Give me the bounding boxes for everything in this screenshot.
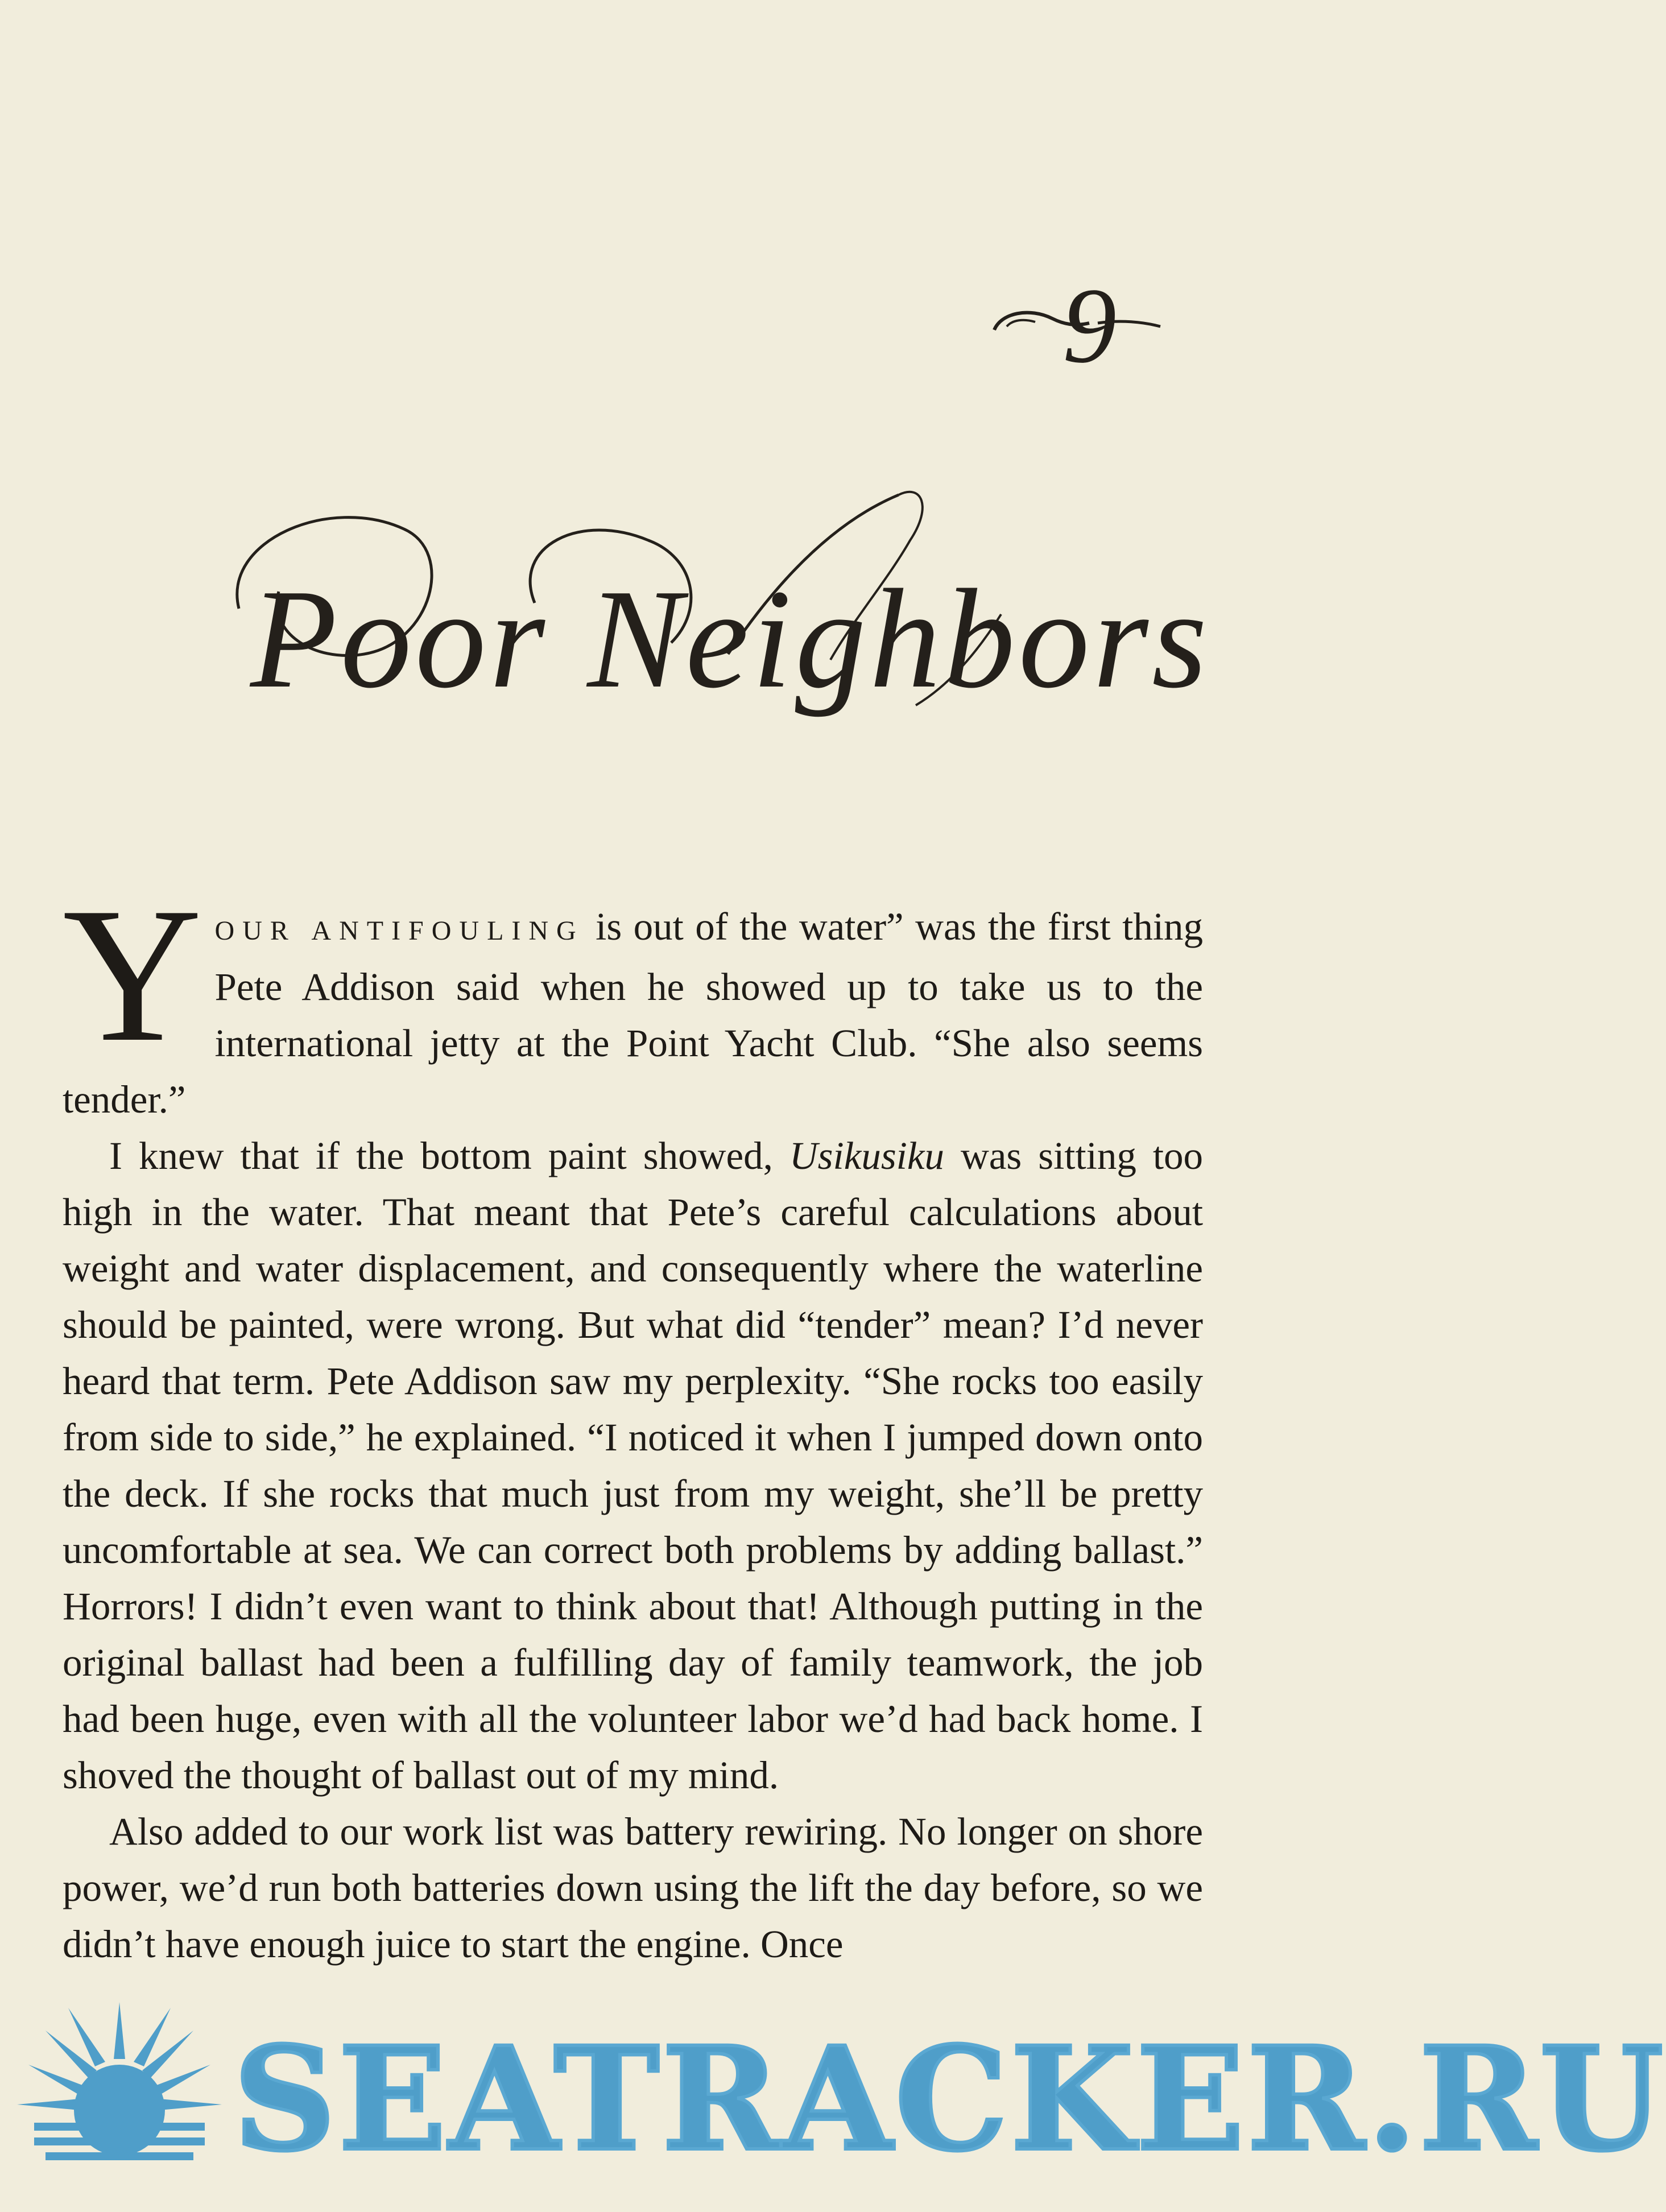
paragraph-3 — [63, 1804, 1203, 1973]
paragraph-1 — [63, 867, 1203, 1128]
sun-logo-icon — [11, 1991, 228, 2207]
chapter-number — [990, 266, 1172, 386]
paragraph-2 — [63, 1128, 1203, 1804]
chapter-number-text: 9 — [1063, 266, 1117, 386]
watermark — [11, 1991, 1666, 2207]
drop-cap: Y — [63, 867, 202, 1082]
lead-in-smallcaps: OUR ANTIFOULING — [214, 916, 584, 946]
watermark-text: SEATRACKER.RU — [233, 2015, 1666, 2182]
body-text — [63, 867, 1203, 1973]
paragraph-2-text-a: I knew that if the bottom paint showed, — [109, 1134, 789, 1177]
boat-name: Usikusiku — [789, 1134, 944, 1177]
paragraph-1-text: is out of the water” was the first thing Pete Addison said when he showed up to take us to the international jetty at the Point Yacht Club. “She also seems tender.” — [63, 905, 1203, 1121]
chapter-title — [216, 472, 1211, 728]
paragraph-3-text: Also added to our work list was battery rewiring. No longer on shore power, we’d run both batteries down using the lift the day before, so we didn’t have enough juice to start the engine. Once — [63, 1810, 1203, 1966]
chapter-title-text: Poor Neighbors — [250, 560, 1211, 718]
paragraph-2-text-b: was sitting too high in the water. That meant that Pete’s careful calculations about weight and water displacement, and consequently where the waterline should be painted, were wrong. But what did “tender” mean? I’d never heard that term. Pete Addison saw my perplexity. “She rocks too easily from side to side,” he explained. “I noticed it when I jumped down onto the deck. If she rocks that much just from my weight, she’ll be pretty uncomfortable at sea. We can correct both problems by adding ballast.” Horrors! I didn’t even want to think about that! Although putting in the original ballast had been a fulfilling day of family teamwork, the job had been huge, even with all the volunteer labor we’d had back home. I shoved the thought of ballast out of my mind. — [63, 1134, 1203, 1797]
